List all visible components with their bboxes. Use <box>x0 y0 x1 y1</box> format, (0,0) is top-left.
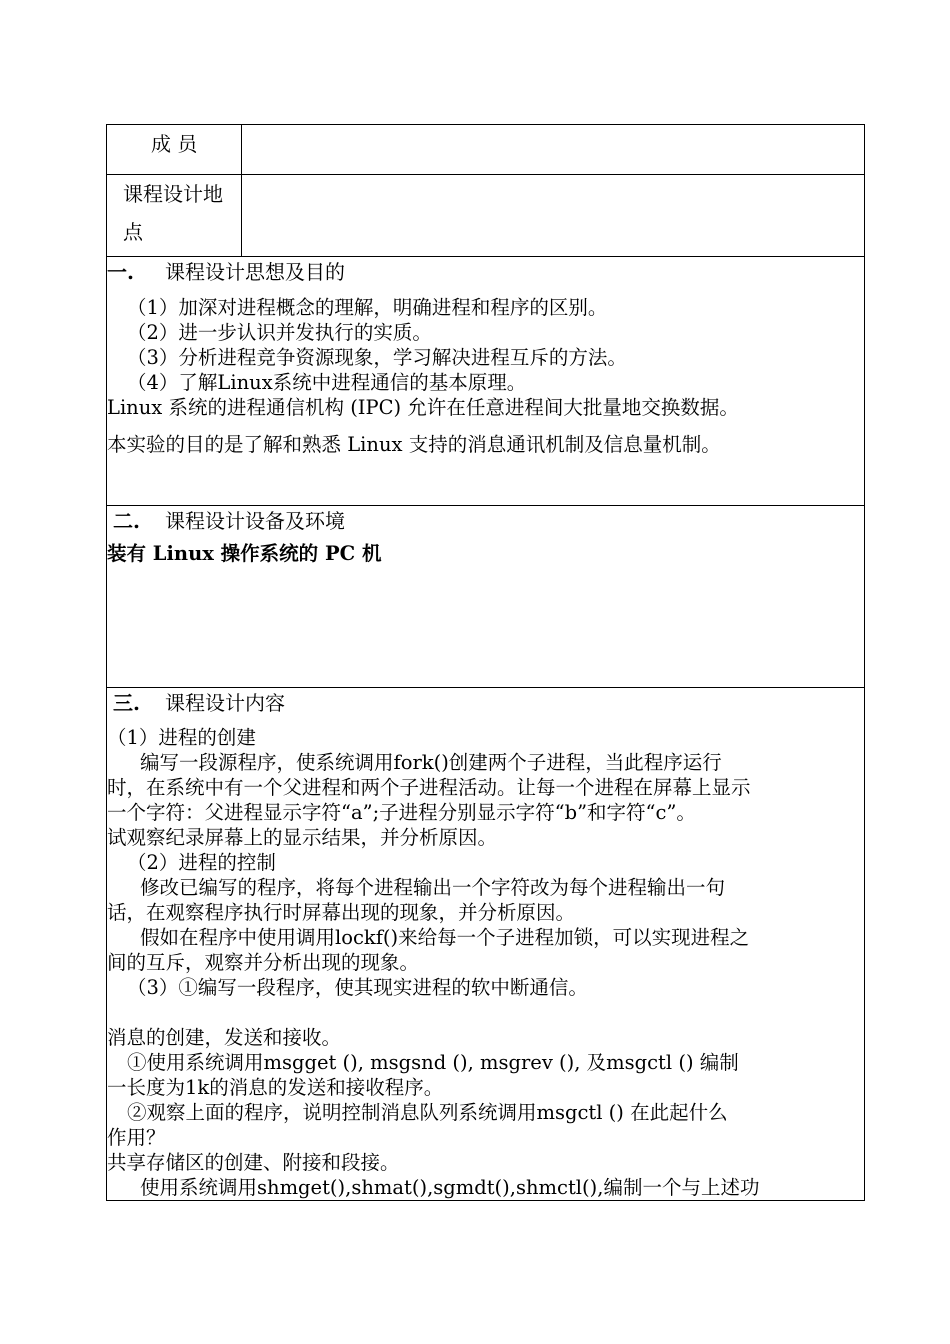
section1-number: 一. <box>107 260 134 284</box>
section3-msg-line1: ①使用系统调用msgget (), msgsnd (), msgrev (), 及msgctl () 编制 <box>127 1051 739 1074</box>
section3-sub2-line2: 话，在观察程序执行时屏幕出现的现象，并分析原因。 <box>107 901 576 924</box>
section3-cell <box>107 688 865 1201</box>
section1-cell <box>107 257 865 506</box>
section2-body: 装有 Linux 操作系统的 PC 机 <box>107 542 382 565</box>
section3-msg-line2: 一长度为1k的消息的发送和接收程序。 <box>107 1076 444 1099</box>
section1-row <box>107 257 865 506</box>
location-label-line1: 课程设计地 <box>123 182 223 206</box>
section1-item-1: （1）加深对进程概念的理解，明确进程和程序的区别。 <box>127 296 608 319</box>
section2-title: 课程设计设备及环境 <box>165 509 345 533</box>
section3-shm-line1: 使用系统调用shmget(),shmat(),sgmdt(),shmctl(),编制一个与上述功 <box>140 1176 760 1199</box>
section1-title: 课程设计思想及目的 <box>165 260 345 284</box>
section2-heading <box>107 507 864 535</box>
section3-sub1-line3: 一个字符：父进程显示字符“a”;子进程分别显示字符“b”和字符“c”。 <box>107 801 696 824</box>
section3-title: 课程设计内容 <box>165 691 285 715</box>
location-label-cell <box>107 175 242 257</box>
section2-number: 二. <box>113 509 140 533</box>
section1-item-4: （4）了解Linux系统中进程通信的基本原理。 <box>127 371 527 394</box>
section1-item-3: （3）分析进程竞争资源现象，学习解决进程互斥的方法。 <box>127 346 627 369</box>
section3-sub1-title: （1）进程的创建 <box>107 726 256 749</box>
section3-msg-title: 消息的创建，发送和接收。 <box>107 1026 342 1049</box>
section1-item-2: （2）进一步认识并发执行的实质。 <box>127 321 432 344</box>
section2-cell <box>107 506 865 688</box>
section3-sub3-title: （3）①编写一段程序，使其现实进程的软中断通信。 <box>127 976 588 999</box>
section3-number: 三. <box>113 691 140 715</box>
location-value-cell <box>242 175 865 257</box>
members-value-cell <box>242 125 865 175</box>
section1-heading <box>107 258 864 286</box>
section3-msg-line3: ②观察上面的程序，说明控制消息队列系统调用msgctl () 在此起什么 <box>127 1101 728 1124</box>
section1-para-ipc: Linux 系统的进程通信机构 (IPC) 允许在任意进程间大批量地交换数据。 <box>107 396 739 419</box>
course-design-table <box>106 124 865 1201</box>
section3-msg-line4: 作用？ <box>107 1126 166 1149</box>
section3-sub2-line4: 间的互斥，观察并分析出现的现象。 <box>107 951 420 974</box>
section3-row <box>107 688 865 1201</box>
section3-sub1-line2: 时，在系统中有一个父进程和两个子进程活动。让每一个进程在屏幕上显示 <box>107 776 751 799</box>
section3-sub2-line1: 修改已编写的程序，将每个进程输出一个字符改为每个进程输出一句 <box>140 876 726 899</box>
section2-row <box>107 506 865 688</box>
location-row <box>107 175 865 257</box>
section3-shm-title: 共享存储区的创建、附接和段接。 <box>107 1151 400 1174</box>
members-label-cell <box>107 125 242 175</box>
members-row <box>107 125 865 175</box>
section3-sub2-line3: 假如在程序中使用调用lockf()来给每一个子进程加锁，可以实现进程之 <box>140 926 750 949</box>
section3-sub1-line1: 编写一段源程序，使系统调用fork()创建两个子进程，当此程序运行 <box>140 751 722 774</box>
section3-sub1-line4: 试观察纪录屏幕上的显示结果，并分析原因。 <box>107 826 498 849</box>
section1-para-purpose: 本实验的目的是了解和熟悉 Linux 支持的消息通讯机制及信息量机制。 <box>107 433 721 456</box>
members-label: 成 员 <box>151 132 198 156</box>
section3-heading <box>107 689 864 717</box>
location-label-line2: 点 <box>123 220 143 244</box>
section3-sub2-title: （2）进程的控制 <box>127 851 276 874</box>
